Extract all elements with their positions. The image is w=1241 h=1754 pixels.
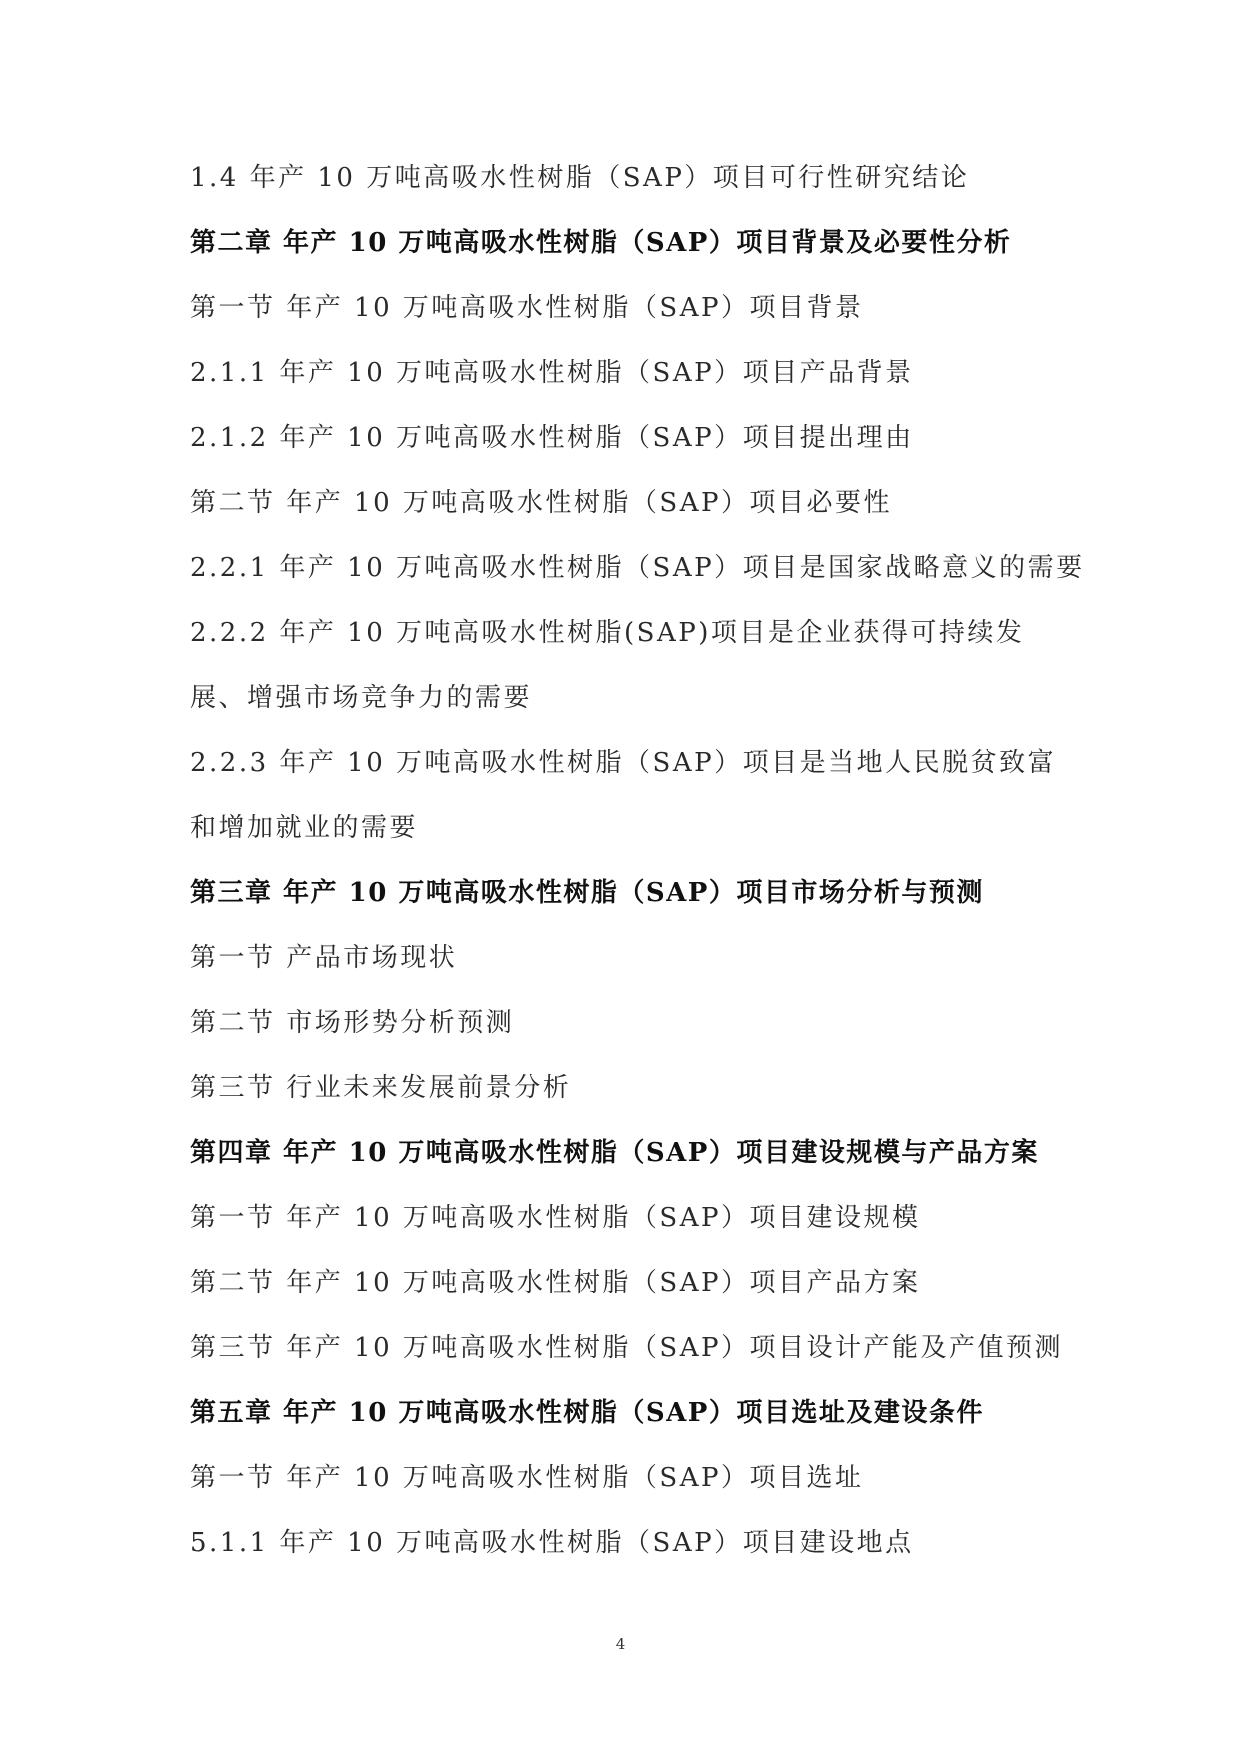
- toc-section-3-1: 第一节 产品市场现状: [190, 943, 458, 973]
- toc-item-2-2-3: 2.2.3 年产 10 万吨高吸水性树脂（SAP）项目是当地人民脱贫致富和增加就业的需要: [190, 748, 1057, 843]
- toc-chapter-3: 第三章 年产 10 万吨高吸水性树脂（SAP）项目市场分析与预测: [190, 878, 984, 908]
- table-of-contents: [190, 160, 1085, 1590]
- toc-section-3-3: 第三节 行业未来发展前景分析: [190, 1073, 572, 1103]
- toc-section-2-2: 第二节 年产 10 万吨高吸水性树脂（SAP）项目必要性: [190, 488, 892, 518]
- page-number: 4: [615, 1635, 626, 1653]
- toc-chapter-2: 第二章 年产 10 万吨高吸水性树脂（SAP）项目背景及必要性分析: [190, 228, 1012, 258]
- toc-section-4-2: 第二节 年产 10 万吨高吸水性树脂（SAP）项目产品方案: [190, 1268, 921, 1298]
- toc-chapter-4: 第四章 年产 10 万吨高吸水性树脂（SAP）项目建设规模与产品方案: [190, 1138, 1039, 1168]
- toc-section-2-1: 第一节 年产 10 万吨高吸水性树脂（SAP）项目背景: [190, 293, 864, 323]
- toc-item-5-1-1: 5.1.1 年产 10 万吨高吸水性树脂（SAP）项目建设地点: [190, 1528, 914, 1558]
- toc-item-1-4: 1.4 年产 10 万吨高吸水性树脂（SAP）项目可行性研究结论: [190, 163, 970, 193]
- toc-section-3-2: 第二节 市场形势分析预测: [190, 1008, 515, 1038]
- toc-section-4-3: 第三节 年产 10 万吨高吸水性树脂（SAP）项目设计产能及产值预测: [190, 1333, 1063, 1363]
- toc-item-2-2-2: 2.2.2 年产 10 万吨高吸水性树脂(SAP)项目是企业获得可持续发展、增强市场竞争力的需要: [190, 618, 1025, 713]
- toc-section-5-1: 第一节 年产 10 万吨高吸水性树脂（SAP）项目选址: [190, 1463, 864, 1493]
- toc-section-4-1: 第一节 年产 10 万吨高吸水性树脂（SAP）项目建设规模: [190, 1203, 921, 1233]
- toc-chapter-5: 第五章 年产 10 万吨高吸水性树脂（SAP）项目选址及建设条件: [190, 1398, 984, 1428]
- toc-item-2-1-2: 2.1.2 年产 10 万吨高吸水性树脂（SAP）项目提出理由: [190, 423, 914, 453]
- toc-item-2-1-1: 2.1.1 年产 10 万吨高吸水性树脂（SAP）项目产品背景: [190, 358, 914, 388]
- toc-item-2-2-1: 2.2.1 年产 10 万吨高吸水性树脂（SAP）项目是国家战略意义的需要: [190, 553, 1085, 583]
